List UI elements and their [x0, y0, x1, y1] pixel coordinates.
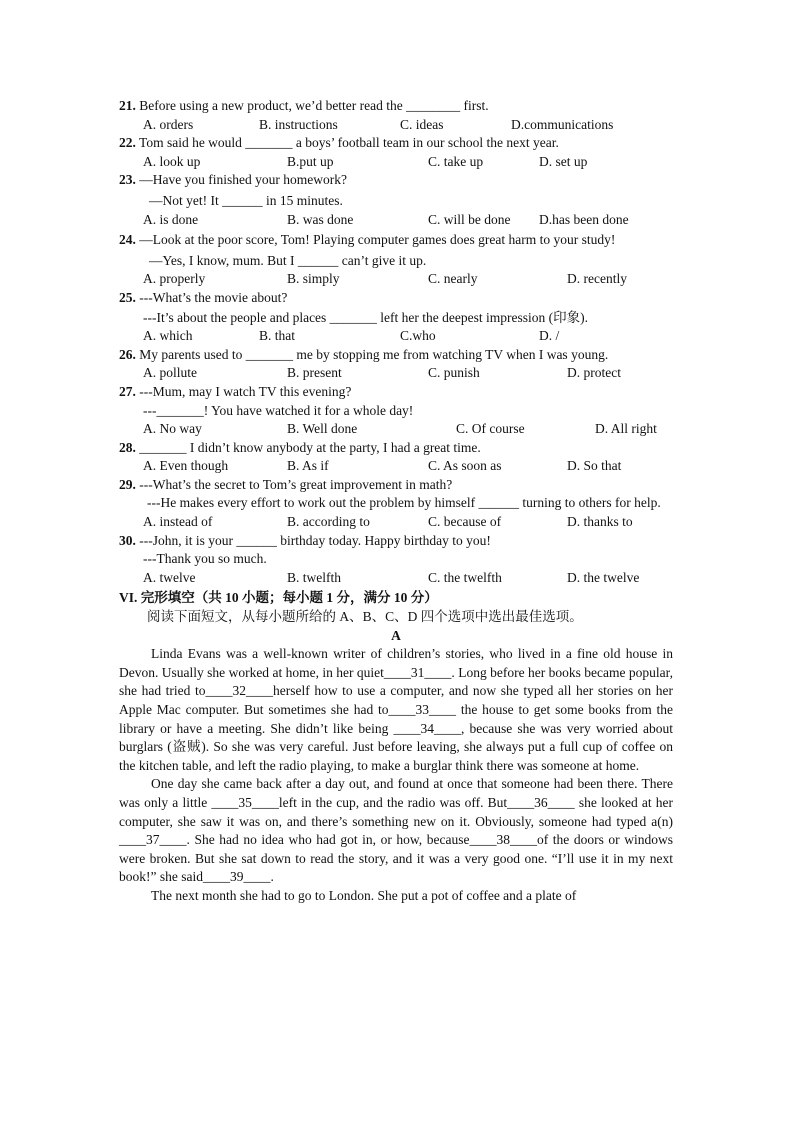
question-stem: Before using a new product, we’d better read the ________ first. — [139, 98, 489, 113]
option-c: C. will be done — [428, 211, 511, 227]
option-a: A. is done — [143, 211, 199, 227]
question-number: 29. — [119, 476, 136, 492]
question-23-reply: —Not yet! It ______ in 15 minutes. — [149, 192, 343, 208]
question-28 — [119, 439, 673, 458]
question-number: 22. — [119, 135, 136, 151]
option-a: A. properly — [143, 271, 206, 287]
option-a: A. twelve — [143, 569, 196, 585]
question-30-options — [119, 569, 673, 588]
question-27-reply: ---_______! You have watched it for a whole day! — [143, 402, 414, 418]
option-c: C. ideas — [400, 116, 444, 132]
question-stem: ---What’s the movie about? — [139, 289, 288, 305]
option-d: D. So that — [567, 458, 622, 474]
option-a: A. No way — [143, 421, 202, 437]
question-24 — [119, 231, 673, 250]
option-c: C.who — [400, 328, 436, 344]
option-b: B. As if — [287, 458, 329, 474]
option-d: D. recently — [567, 271, 627, 287]
question-number: 27. — [119, 383, 136, 399]
question-number: 30. — [119, 532, 136, 548]
option-d: D. the twelve — [567, 569, 640, 585]
option-b: B. instructions — [259, 116, 338, 132]
option-a: A. which — [143, 328, 193, 344]
option-a: A. orders — [143, 116, 194, 132]
option-d: D. set up — [539, 153, 588, 169]
section-title: VI. 完形填空（共 10 小题；每小题 1 分，满分 10 分） — [119, 590, 438, 606]
question-25-reply: ---It’s about the people and places _______ left her the deepest impression (印象). — [143, 309, 588, 325]
question-21 — [119, 97, 673, 116]
question-stem: —Look at the poor score, Tom! Playing computer games does great harm to your study! — [139, 232, 616, 248]
option-b: B. present — [287, 365, 342, 381]
question-25-options — [119, 327, 673, 346]
option-d: D. All right — [595, 421, 657, 437]
option-d: D.has been done — [539, 211, 629, 227]
question-29-options — [119, 513, 673, 532]
question-stem: —Have you finished your homework? — [139, 172, 347, 188]
question-30-reply: ---Thank you so much. — [143, 551, 267, 567]
option-b: B. simply — [287, 271, 340, 287]
option-d: D.communications — [511, 116, 614, 132]
question-number: 21. — [119, 98, 136, 113]
question-22-options — [119, 153, 673, 172]
option-d: D. / — [539, 328, 560, 344]
question-stem: Tom said he would _______ a boys’ football team in our school the next year. — [139, 135, 559, 151]
option-b: B. according to — [287, 514, 370, 530]
question-24-reply: —Yes, I know, mum. But I ______ can’t give it up. — [149, 252, 427, 268]
option-c: C. because of — [428, 514, 502, 530]
question-number: 24. — [119, 232, 136, 248]
question-stem: ---John, it is your ______ birthday today. Happy birthday to you! — [139, 532, 491, 548]
option-b: B. Well done — [287, 421, 358, 437]
question-26-options — [119, 364, 673, 383]
option-b: B. twelfth — [287, 569, 341, 585]
question-stem: ---Mum, may I watch TV this evening? — [139, 383, 352, 399]
option-a: A. instead of — [143, 514, 213, 530]
section-instruction: 阅读下面短文，从每小题所给的 A、B、C、D 四个选项中选出最佳选项。 — [147, 609, 583, 625]
question-23-options — [119, 211, 673, 230]
question-stem: ---What’s the secret to Tom’s great improvement in math? — [139, 476, 453, 492]
question-28-options — [119, 457, 673, 476]
option-c: C. the twelfth — [428, 569, 502, 585]
question-number: 23. — [119, 172, 136, 188]
question-24-options — [119, 270, 673, 289]
passage-paragraph-3: The next month she had to go to London. She put a pot of coffee and a plate of — [151, 887, 577, 903]
option-b: B.put up — [287, 153, 334, 169]
question-stem: _______ I didn’t know anybody at the party, I had a great time. — [139, 439, 481, 455]
option-a: A. pollute — [143, 365, 197, 381]
option-c: C. nearly — [428, 271, 478, 287]
option-a: A. Even though — [143, 458, 229, 474]
question-21-options — [119, 116, 673, 135]
option-c: C. take up — [428, 153, 484, 169]
option-d: D. protect — [567, 365, 621, 381]
question-26 — [119, 346, 673, 365]
page-content — [119, 97, 673, 906]
question-stem: My parents used to _______ me by stopping me from watching TV when I was young. — [139, 346, 609, 362]
option-c: C. punish — [428, 365, 480, 381]
question-29-reply: ---He makes every effort to work out the problem by himself ______ turning to others for help. — [147, 495, 661, 511]
passage-paragraph-2: One day she came back after a day out, and found at once that someone had been there. There was only a little ____35____left in the cup, and the radio was off. But____36____ she looked at her computer, she saw it was on, and there’s something new on it. Obviously, someone had typed a(n) ____37____. She had no idea who had got in, or how, because____38____of the doors or windows were broken. But she sat down to read the story, and it was a very good one. “I’ll use it in my next book!” she said____39____. — [119, 776, 673, 885]
passage-paragraph-1: Linda Evans was a well-known writer of children’s stories, who lived in a fine old house in Devon. Usually she worked at home, in her quiet____31____. Long before her books became popular, she had tried to____32____herself how to use a computer, and now she typed all her stories on her Apple Mac computer. But sometimes she had to____33____ the house to get some books from the library or have a meeting. She didn’t like being ____34____, because she was very worried about burglars (盗贼). So she was very careful. Just before leaving, she always put a full cup of coffee on the kitchen table, and left the radio playing, to make a burglar think there was someone at home. — [119, 646, 673, 773]
option-a: A. look up — [143, 153, 201, 169]
option-d: D. thanks to — [567, 514, 633, 530]
option-b: B. was done — [287, 211, 354, 227]
question-number: 26. — [119, 346, 136, 362]
option-c: C. Of course — [456, 421, 525, 437]
question-27 — [119, 383, 673, 402]
option-b: B. that — [259, 328, 295, 344]
question-23 — [119, 171, 673, 190]
question-22 — [119, 134, 673, 153]
question-number: 28. — [119, 439, 136, 455]
question-29 — [119, 476, 673, 495]
question-25 — [119, 289, 673, 308]
option-c: C. As soon as — [428, 458, 502, 474]
question-27-options — [119, 420, 673, 439]
passage-label: A — [391, 627, 401, 643]
question-number: 25. — [119, 289, 136, 305]
question-30 — [119, 532, 673, 551]
